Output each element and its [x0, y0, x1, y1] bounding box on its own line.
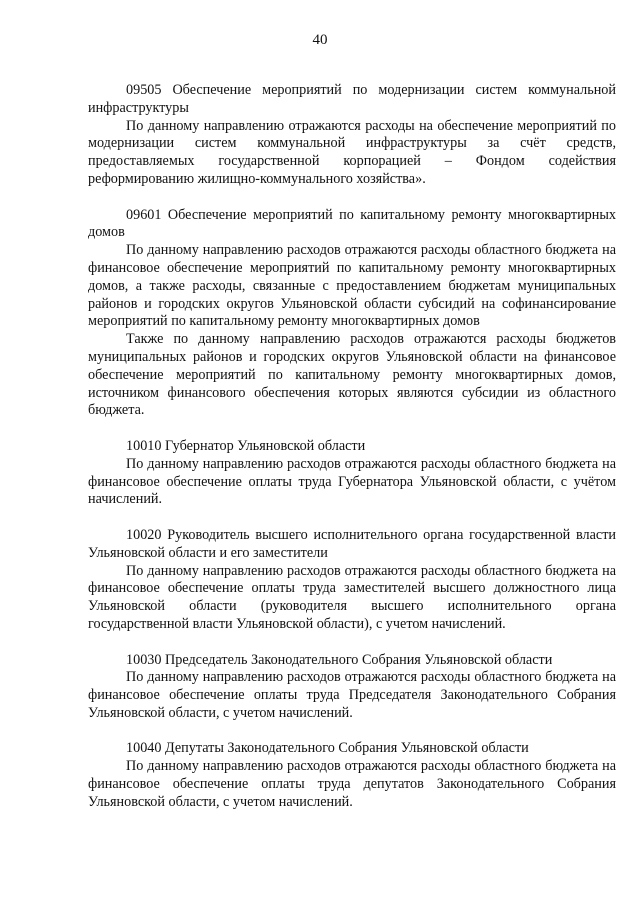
section-heading: 10010 Губернатор Ульяновской области — [126, 437, 366, 454]
section-heading: 09601 Обеспечение мероприятий по капитальному ремонту многоквартирных домов — [88, 206, 616, 241]
paragraph: По данному направлению отражаются расходы на обеспечение мероприятий по модернизации систем коммунальной инфраструктуры за счёт средств, предоставляемых государственной корпорацией – Фондом содействия реформированию жилищно-коммунального хозяйства». — [88, 117, 616, 187]
section-10010 — [88, 438, 616, 509]
section-heading: 09505 Обеспечение мероприятий по модернизации систем коммунальной инфраструктуры — [88, 82, 616, 116]
page-number: 40 — [312, 32, 328, 48]
section-heading: 10030 Председатель Законодательного Собрания Ульяновской области — [126, 651, 553, 668]
section-10040 — [88, 740, 616, 811]
section-09505 — [88, 82, 616, 189]
section-heading: 10020 Руководитель высшего исполнительного органа государственной власти Ульяновской области и его заместители — [88, 526, 616, 561]
section-09601 — [88, 207, 616, 421]
paragraph: По данному направлению расходов отражаются расходы областного бюджета на финансовое обеспечение мероприятий по капитальному ремонту многоквартирных домов, а также расходы, связанные с предоставлением бюджетам муниципальных районов и городских округов Ульяновской области субсидий на софинансирование мероприятий по капитальному ремонту многоквартирных домов — [88, 242, 616, 330]
paragraph: По данному направлению расходов отражаются расходы областного бюджета на финансовое обеспечение оплаты труда Губернатора Ульяновской области, с учётом начислений. — [88, 455, 616, 508]
section-10020 — [88, 527, 616, 634]
section-heading: 10040 Депутаты Законодательного Собрания Ульяновской области — [126, 740, 529, 757]
paragraph: По данному направлению расходов отражаются расходы областного бюджета на финансовое обеспечение оплаты труда Председателя Законодательного Собрания Ульяновской области, с учетом начислений. — [88, 669, 616, 721]
paragraph: Также по данному направлению расходов отражаются расходы бюджетов муниципальных районов и городских округов Ульяновской области на финансовое обеспечение мероприятий по капитальному ремонту многоквартирных домов, источником финансового обеспечения которых являются субсидии из областного бюджета. — [88, 331, 616, 419]
paragraph: По данному направлению расходов отражаются расходы областного бюджета на финансовое обеспечение оплаты труда депутатов Законодательного Собрания Ульяновской области, с учетом начислений. — [88, 758, 616, 810]
section-10030 — [88, 652, 616, 723]
paragraph: По данному направлению расходов отражаются расходы областного бюджета на финансовое обеспечение оплаты труда заместителей высшего должностного лица Ульяновской области (руководителя высшего исполнительного органа государственной власти Ульяновской области), с учетом начислений. — [88, 562, 616, 632]
document-body — [88, 82, 616, 829]
